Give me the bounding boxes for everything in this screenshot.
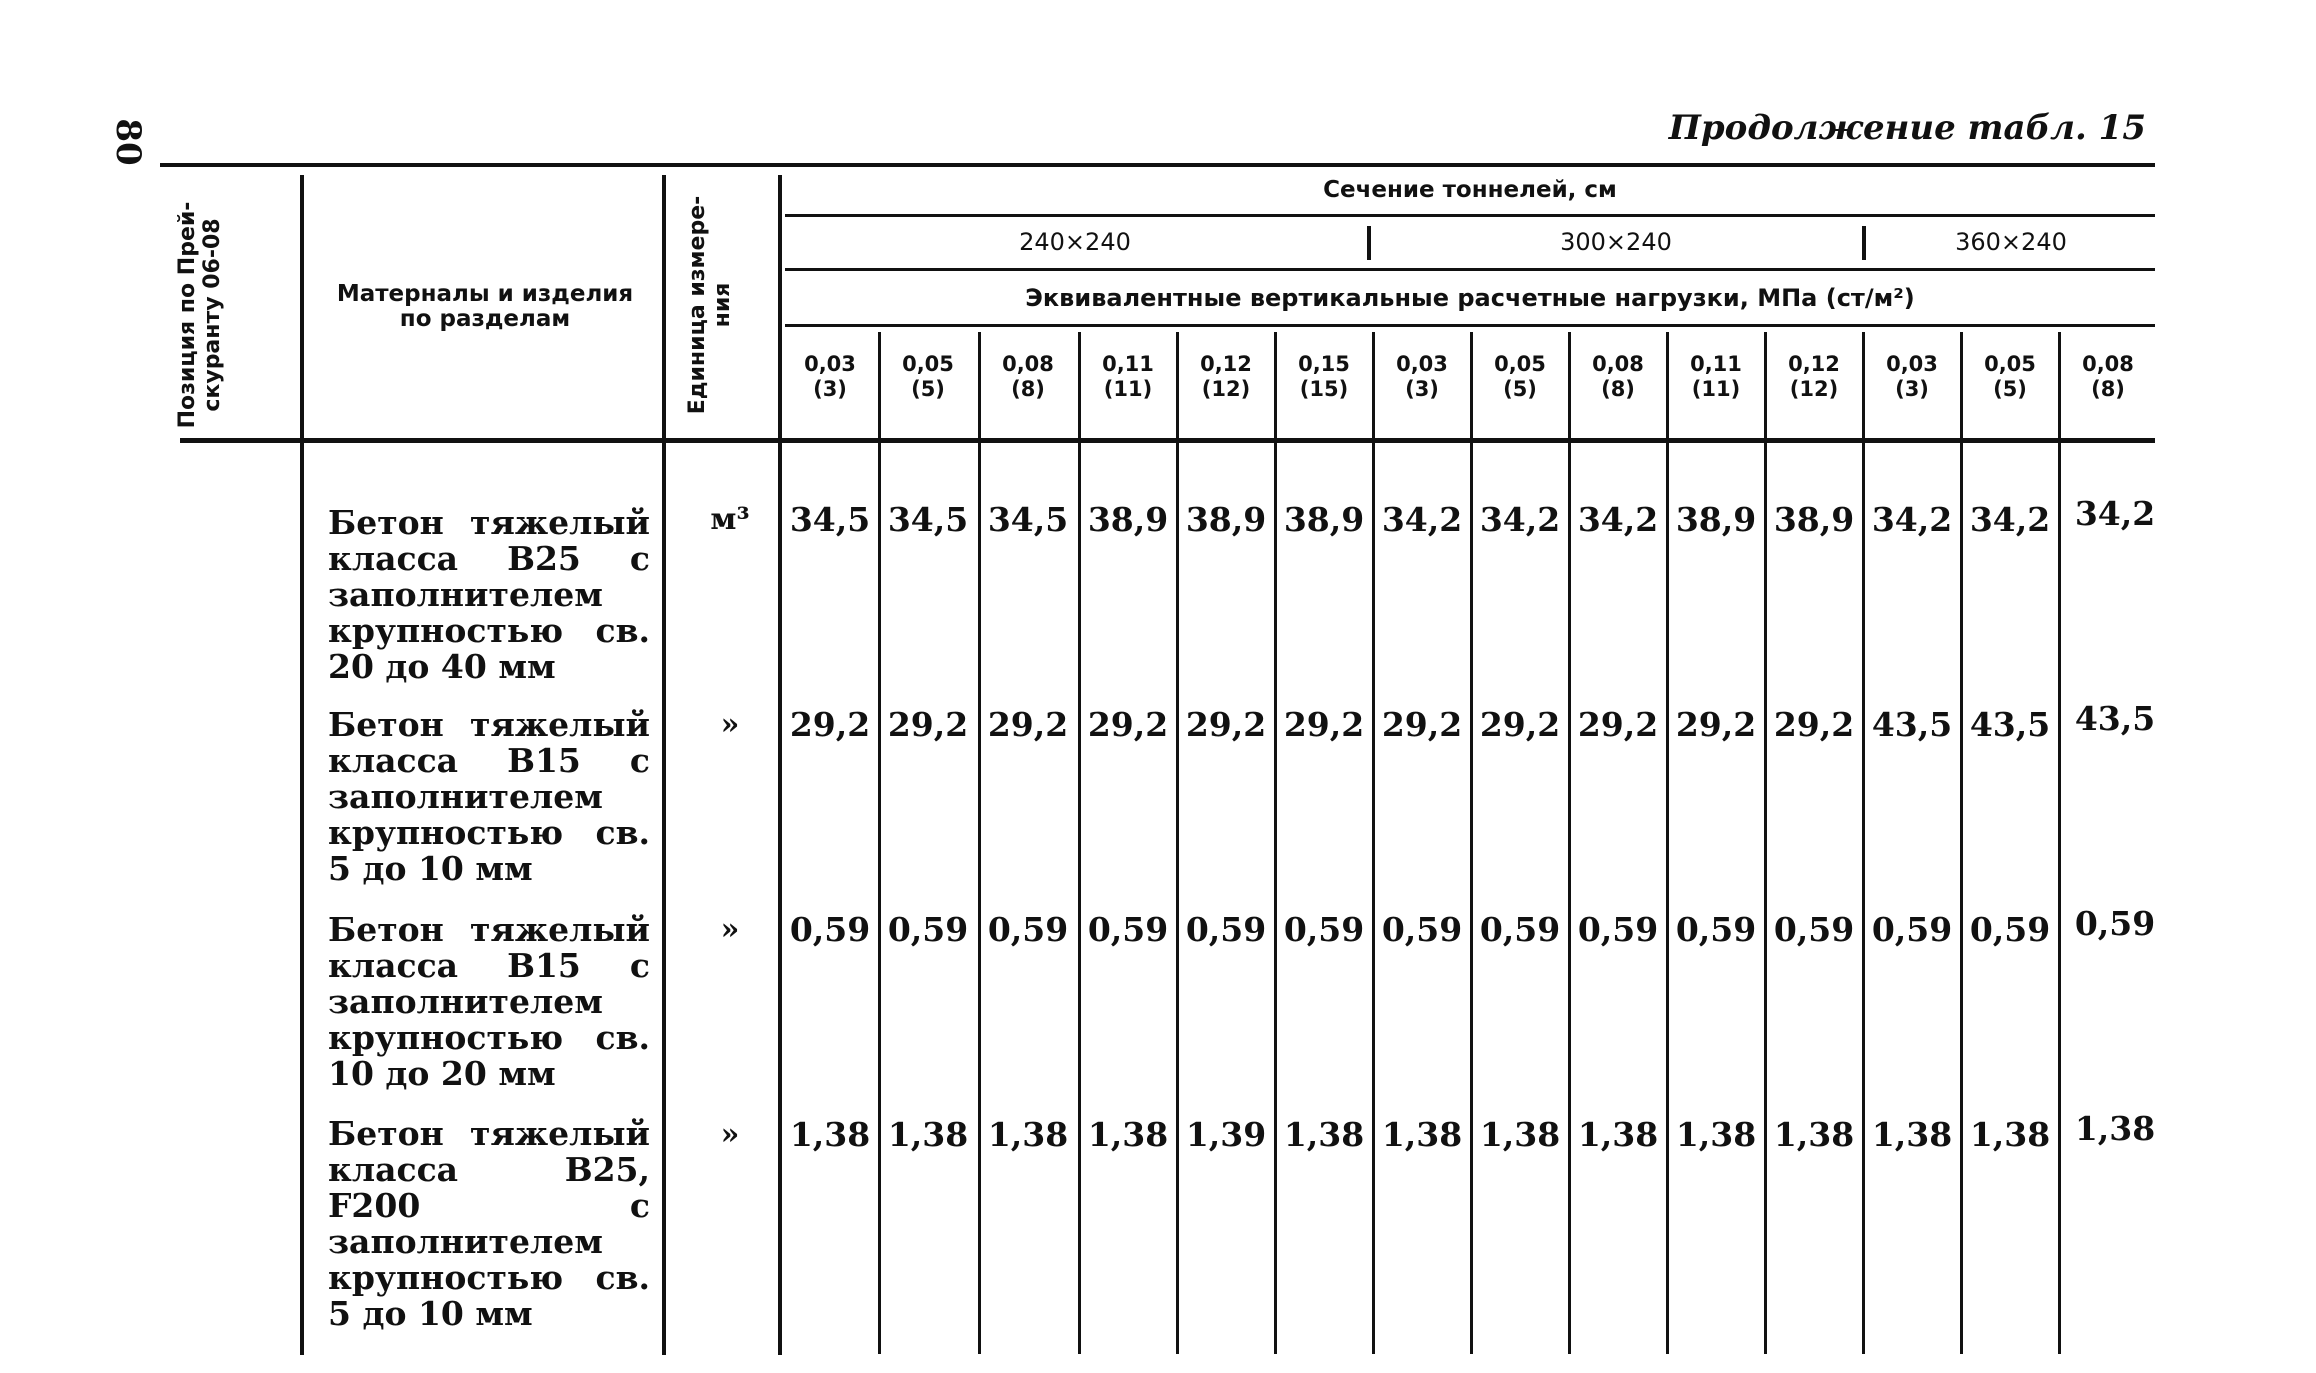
table-cell: 29,2 bbox=[887, 705, 969, 744]
material-name: Бетон тяжелый класса В15 с заполнителем крупностью св. 10 до 20 мм bbox=[328, 910, 650, 1093]
load-column-header bbox=[1570, 352, 1666, 402]
table-cell: 43,5 bbox=[1871, 705, 1953, 744]
table-cell: 29,2 bbox=[1479, 705, 1561, 744]
table-cell: 38,9 bbox=[1773, 500, 1855, 539]
load-value-alt: (5) bbox=[1993, 377, 2027, 402]
header-rule bbox=[785, 214, 2155, 217]
load-value-alt: (12) bbox=[1789, 377, 1839, 402]
table-cell: 0,59 bbox=[1381, 910, 1463, 949]
load-column-header bbox=[782, 352, 878, 402]
table-cell: 0,59 bbox=[1675, 910, 1757, 949]
load-column-header bbox=[1472, 352, 1568, 402]
table-cell: 34,2 bbox=[1969, 500, 2051, 539]
table-cell: 38,9 bbox=[1283, 500, 1365, 539]
load-value: 0,03 bbox=[804, 352, 856, 376]
load-value: 0,08 bbox=[1002, 352, 1054, 376]
load-column-header bbox=[880, 352, 976, 402]
load-column-header bbox=[1276, 352, 1372, 402]
materials-header: Матерналы и изделия по разделам bbox=[336, 281, 634, 333]
load-value-alt: (5) bbox=[911, 377, 945, 402]
column-divider bbox=[1372, 332, 1375, 1354]
unit-value: м³ bbox=[710, 502, 750, 537]
table-cell: 34,5 bbox=[789, 500, 871, 539]
table-cell: 0,59 bbox=[789, 910, 871, 949]
material-name: Бетон тяжелый класса В25, F200 с заполнителем крупностью св. 5 до 10 мм bbox=[328, 1114, 650, 1333]
unit-value: » bbox=[720, 1117, 740, 1152]
table-cell: 1,38 bbox=[789, 1115, 871, 1154]
table-cell: 1,38 bbox=[1871, 1115, 1953, 1154]
table-cell: 0,59 bbox=[1969, 910, 2051, 949]
material-name: Бетон тяжелый класса В25 с заполнителем крупностью св. 20 до 40 мм bbox=[328, 503, 650, 686]
table-cell: 1,38 bbox=[1675, 1115, 1757, 1154]
column-divider bbox=[878, 332, 881, 1354]
header-rule bbox=[785, 268, 2155, 271]
material-name: Бетон тяжелый класса В15 с заполнителем крупностью св. 5 до 10 мм bbox=[328, 705, 650, 888]
table-cell: 0,59 bbox=[1773, 910, 1855, 949]
table-cell: 1,38 bbox=[987, 1115, 1069, 1154]
column-divider bbox=[1764, 332, 1767, 1354]
load-value: 0,15 bbox=[1298, 352, 1350, 376]
column-divider bbox=[978, 332, 981, 1354]
table-cell: 1,38 bbox=[1283, 1115, 1365, 1154]
table-cell: 34,5 bbox=[987, 500, 1069, 539]
table-cell: 1,38 bbox=[1087, 1115, 1169, 1154]
table-cell: 29,2 bbox=[1773, 705, 1855, 744]
table-cell: 29,2 bbox=[1185, 705, 1267, 744]
column-divider bbox=[300, 175, 304, 1355]
table-cell: 29,2 bbox=[1381, 705, 1463, 744]
column-divider bbox=[1666, 332, 1669, 1354]
load-value-alt: (11) bbox=[1103, 377, 1153, 402]
column-divider bbox=[1274, 332, 1277, 1354]
load-value: 0,12 bbox=[1200, 352, 1252, 376]
column-divider bbox=[1960, 332, 1963, 1354]
load-value: 0,03 bbox=[1396, 352, 1448, 376]
load-column-header bbox=[1962, 352, 2058, 402]
unit-value: » bbox=[720, 912, 740, 947]
table-cell: 1,38 bbox=[887, 1115, 969, 1154]
table-cell: 1,38 bbox=[1773, 1115, 1855, 1154]
loads-header: Эквивалентные вертикальные расчетные нагрузки, МПа (ст/м²) bbox=[1025, 284, 1915, 312]
table-cell: 34,2 bbox=[1871, 500, 1953, 539]
table-cell: 1,39 bbox=[1185, 1115, 1267, 1154]
load-value: 0,08 bbox=[2082, 352, 2134, 376]
table-cell: 38,9 bbox=[1087, 500, 1169, 539]
table-cell: 38,9 bbox=[1675, 500, 1757, 539]
header-rule bbox=[785, 324, 2155, 327]
load-value: 0,11 bbox=[1102, 352, 1154, 376]
column-divider bbox=[1470, 332, 1473, 1354]
load-value: 0,03 bbox=[1886, 352, 1938, 376]
table-cell: 34,2 bbox=[1381, 500, 1463, 539]
table-cell: 38,9 bbox=[1185, 500, 1267, 539]
column-divider bbox=[1862, 332, 1865, 1354]
table-cell: 29,2 bbox=[1577, 705, 1659, 744]
table-cell: 0,59 bbox=[1479, 910, 1561, 949]
load-value: 0,12 bbox=[1788, 352, 1840, 376]
load-column-header bbox=[980, 352, 1076, 402]
table-cell: 29,2 bbox=[1675, 705, 1757, 744]
load-value-alt: (15) bbox=[1299, 377, 1349, 402]
table-cell: 0,59 bbox=[1087, 910, 1169, 949]
load-column-header bbox=[2060, 352, 2156, 402]
table-cell: 34,2 bbox=[2074, 494, 2156, 533]
unit-value: » bbox=[720, 707, 740, 742]
table-cell: 1,38 bbox=[1577, 1115, 1659, 1154]
load-value: 0,08 bbox=[1592, 352, 1644, 376]
table-cell: 0,59 bbox=[1871, 910, 1953, 949]
load-column-header bbox=[1178, 352, 1274, 402]
page-number: 80 bbox=[108, 118, 148, 166]
table-header-bottom-rule bbox=[180, 438, 2155, 443]
table-cell: 29,2 bbox=[789, 705, 871, 744]
table-cell: 0,59 bbox=[1185, 910, 1267, 949]
load-value-alt: (12) bbox=[1201, 377, 1251, 402]
table-cell: 1,38 bbox=[1969, 1115, 2051, 1154]
load-value-alt: (3) bbox=[1405, 377, 1439, 402]
load-value-alt: (3) bbox=[1895, 377, 1929, 402]
table-continuation-caption: Продолжение табл. 15 bbox=[1668, 108, 2146, 148]
size-header-300x240: 300×240 bbox=[1560, 228, 1672, 256]
column-divider bbox=[1078, 332, 1081, 1354]
table-top-rule bbox=[160, 163, 2155, 167]
table-cell: 1,38 bbox=[1381, 1115, 1463, 1154]
size-header-240x240: 240×240 bbox=[1019, 228, 1131, 256]
table-cell: 29,2 bbox=[1087, 705, 1169, 744]
unit-header: Единица измере-ния bbox=[685, 195, 736, 415]
load-column-header bbox=[1668, 352, 1764, 402]
position-header: Позиция по Прей-скуранту 06-08 bbox=[175, 201, 226, 429]
load-value: 0,05 bbox=[1494, 352, 1546, 376]
column-divider bbox=[2058, 332, 2061, 1354]
column-divider bbox=[1568, 332, 1571, 1354]
table-cell: 29,2 bbox=[1283, 705, 1365, 744]
table-cell: 29,2 bbox=[987, 705, 1069, 744]
load-value-alt: (11) bbox=[1691, 377, 1741, 402]
load-value-alt: (8) bbox=[1011, 377, 1045, 402]
table-cell: 0,59 bbox=[987, 910, 1069, 949]
load-column-header bbox=[1080, 352, 1176, 402]
column-divider bbox=[662, 175, 666, 1355]
load-column-header bbox=[1374, 352, 1470, 402]
size-group-divider bbox=[1367, 226, 1371, 260]
table-cell: 1,38 bbox=[2074, 1109, 2156, 1148]
table-cell: 43,5 bbox=[2074, 699, 2156, 738]
size-header-360x240: 360×240 bbox=[1955, 228, 2067, 256]
table-cell: 0,59 bbox=[1577, 910, 1659, 949]
load-value-alt: (5) bbox=[1503, 377, 1537, 402]
load-value: 0,05 bbox=[1984, 352, 2036, 376]
table-cell: 0,59 bbox=[1283, 910, 1365, 949]
table-cell: 43,5 bbox=[1969, 705, 2051, 744]
load-column-header bbox=[1864, 352, 1960, 402]
load-value-alt: (8) bbox=[2091, 377, 2125, 402]
load-column-header bbox=[1766, 352, 1862, 402]
section-header: Сечение тоннелей, см bbox=[1323, 177, 1617, 203]
load-value-alt: (8) bbox=[1601, 377, 1635, 402]
table-cell: 34,2 bbox=[1577, 500, 1659, 539]
table-cell: 34,2 bbox=[1479, 500, 1561, 539]
table-cell: 0,59 bbox=[2074, 904, 2156, 943]
load-value: 0,11 bbox=[1690, 352, 1742, 376]
table-cell: 0,59 bbox=[887, 910, 969, 949]
load-value: 0,05 bbox=[902, 352, 954, 376]
column-divider bbox=[1176, 332, 1179, 1354]
load-value-alt: (3) bbox=[813, 377, 847, 402]
table-cell: 34,5 bbox=[887, 500, 969, 539]
table-cell: 1,38 bbox=[1479, 1115, 1561, 1154]
